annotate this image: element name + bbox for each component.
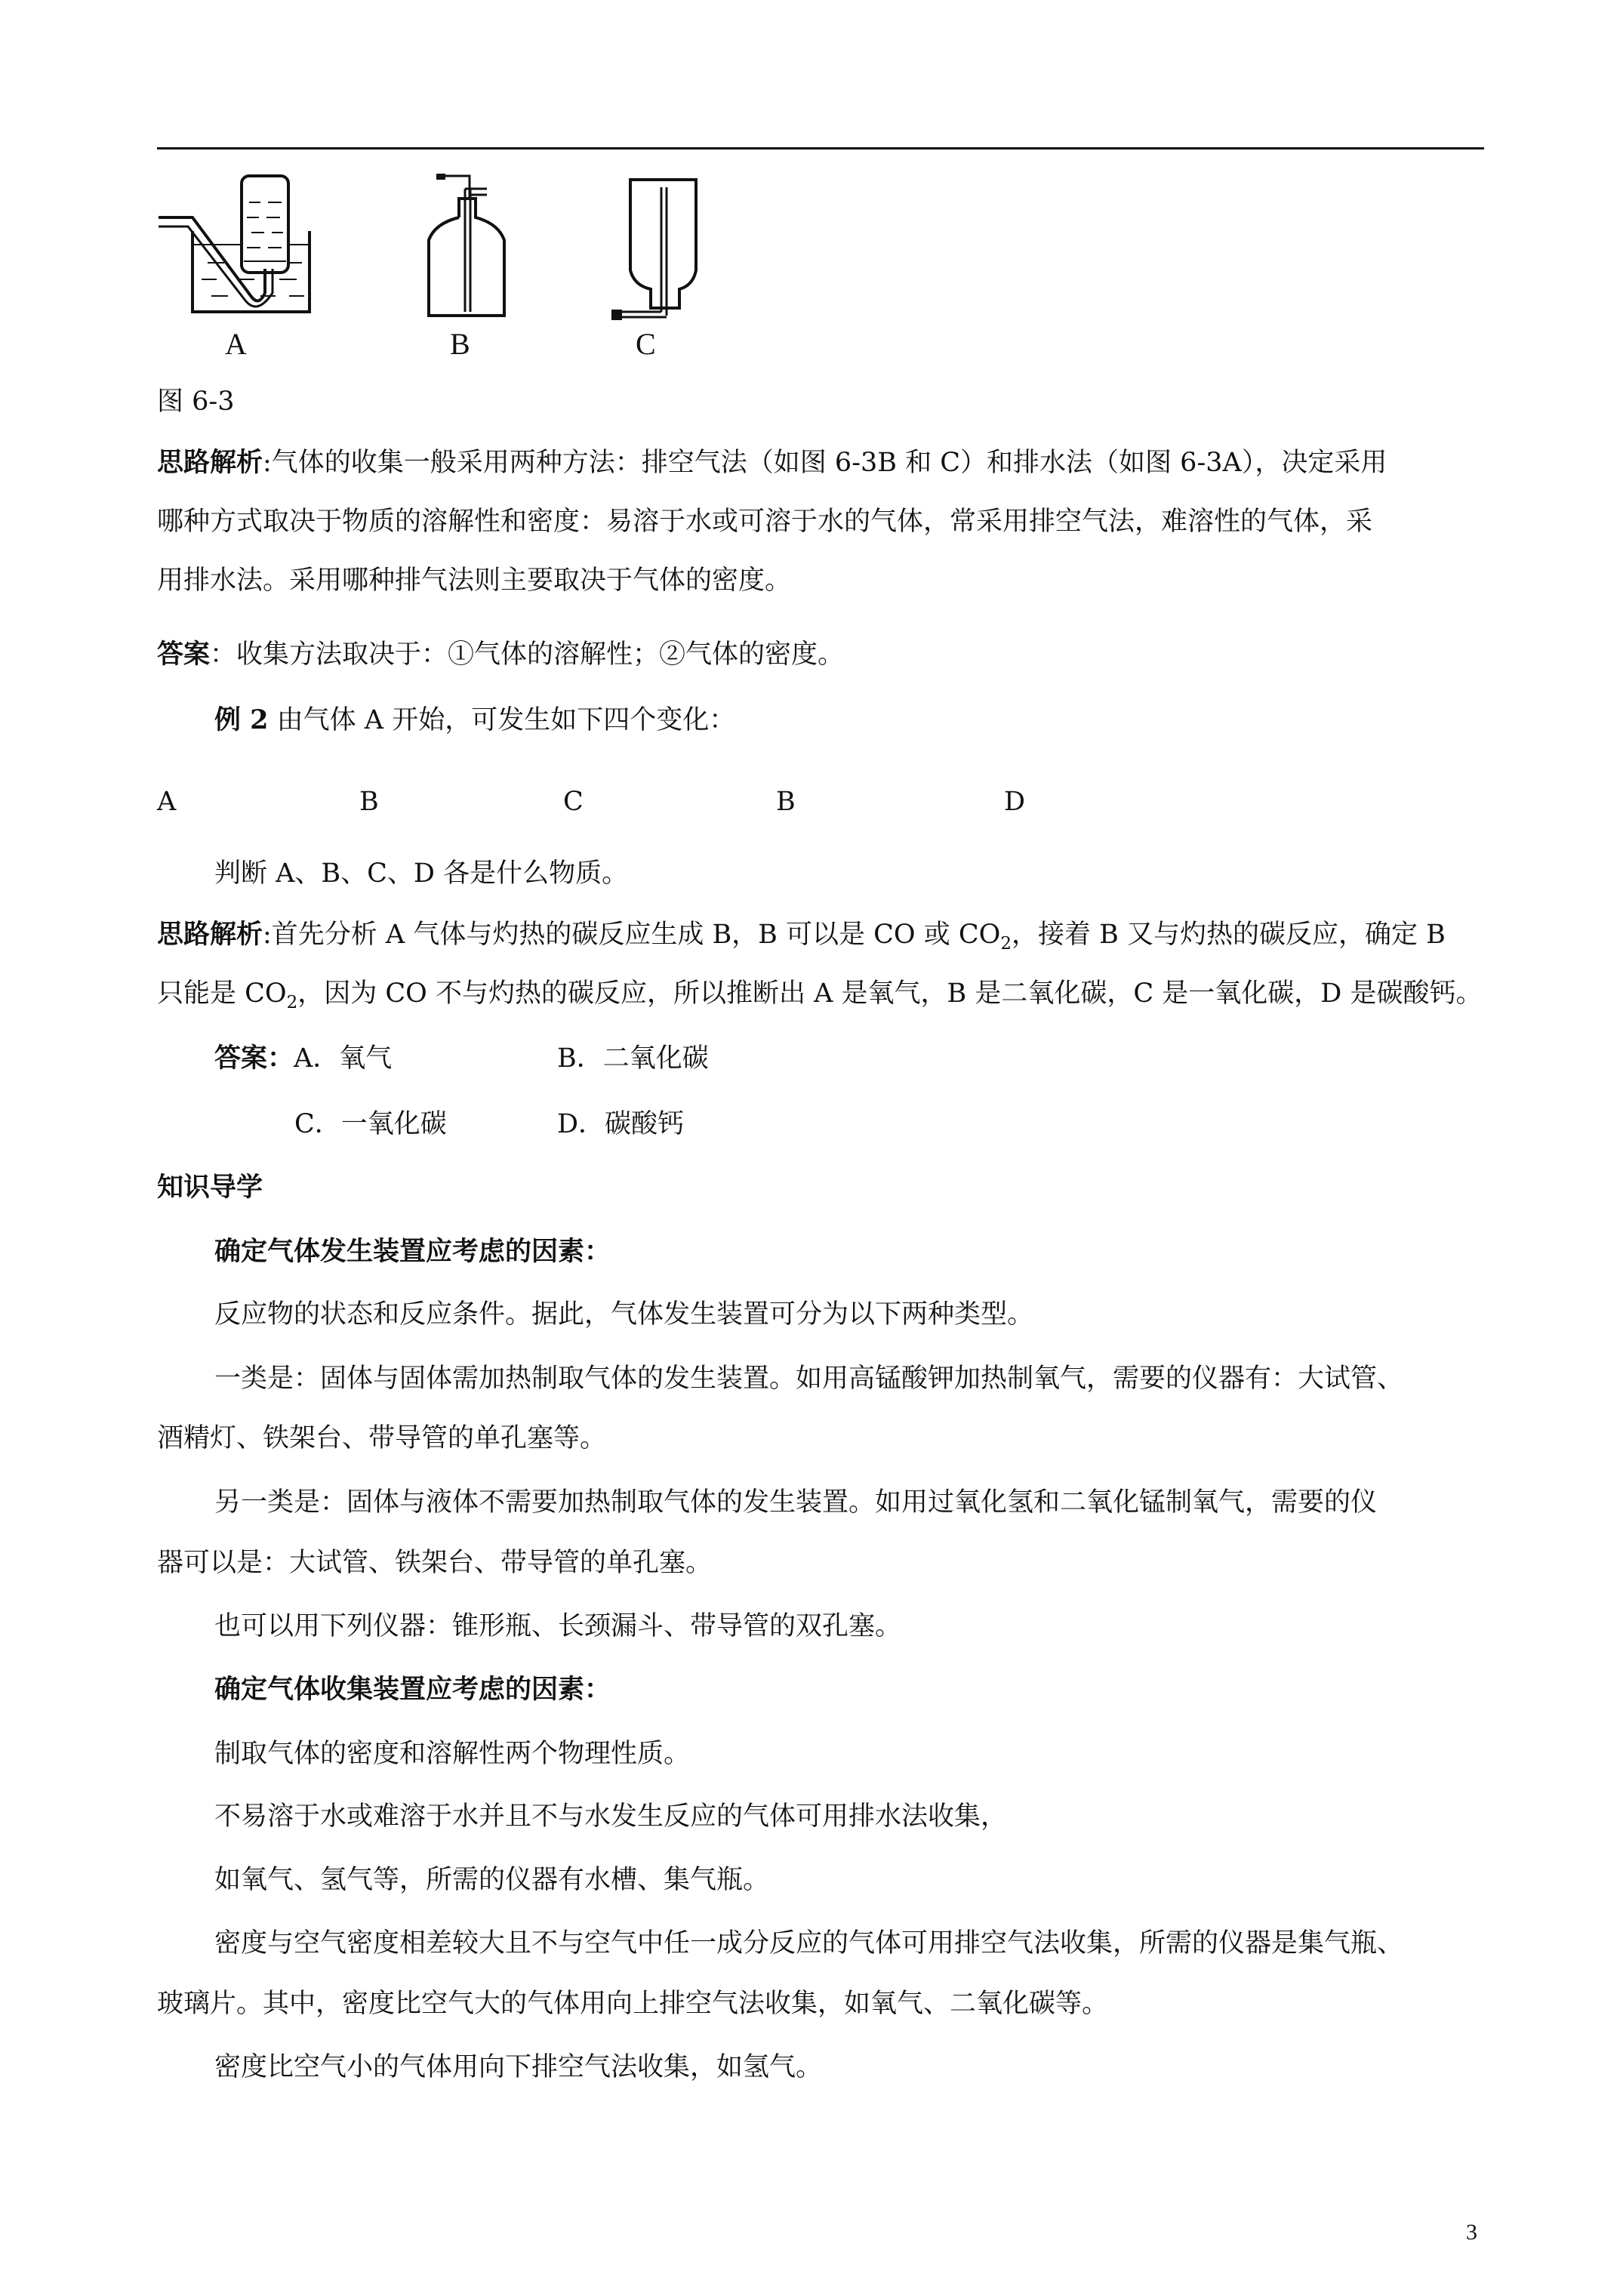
analysis-1-line-2: 哪种方式取决于物质的溶解性和密度：易溶于水或可溶于水的气体，常采用排空气法，难溶性的气体，采 bbox=[157, 507, 1373, 537]
analysis-2-line-1: 思路解析:首先分析 A 气体与灼热的碳反应生成 B，B 可以是 CO 或 $CO_2$，接着 B 又与灼热的碳反应，确定 B bbox=[157, 919, 1446, 954]
collection-line-5: 玻璃片。其中，密度比空气大的气体用向上排空气法收集，如氧气、二氧化碳等。 bbox=[157, 1989, 1109, 2019]
answer-2-row-2 bbox=[294, 1108, 1623, 1141]
chain-d: D bbox=[1004, 787, 1026, 817]
answer-2-row-1 bbox=[214, 1042, 1543, 1075]
generator-line-4: 另一类是：固体与液体不需要加热制取气体的发生装置。如用过氧化氢和二氧化锰制氧气，需要的仪 bbox=[214, 1487, 1378, 1518]
analysis-1-line-3: 用排水法。采用哪种排气法则主要取决于气体的密度。 bbox=[157, 566, 792, 596]
example-2: 例 2 由气体 A 开始，可发生如下四个变化： bbox=[214, 704, 736, 735]
answer-a: A．氧气 bbox=[294, 1043, 393, 1074]
figure-c-inverted-bottle bbox=[604, 172, 710, 323]
answer-label: 答案 bbox=[157, 639, 211, 670]
chain-a: A bbox=[157, 787, 177, 817]
generator-line-3: 酒精灯、铁架台、带导管的单孔塞等。 bbox=[157, 1423, 607, 1453]
reaction-chain bbox=[157, 785, 1486, 818]
answer-c: C．一氧化碳 bbox=[294, 1109, 447, 1139]
answer-1: 答案：收集方法取决于：①气体的溶解性；②气体的密度。 bbox=[157, 639, 845, 670]
collection-line-1: 制取气体的密度和溶解性两个物理性质。 bbox=[214, 1739, 691, 1769]
analysis-label: 思路解析 bbox=[157, 447, 263, 478]
section-title: 知识导学 bbox=[157, 1172, 263, 1203]
header-rule bbox=[157, 147, 1484, 149]
figure-label-c: C bbox=[636, 327, 656, 361]
generator-line-6: 也可以用下列仪器：锥形瓶、长颈漏斗、带导管的双孔塞。 bbox=[214, 1611, 902, 1641]
answer-d: D．碳酸钙 bbox=[557, 1109, 685, 1139]
figure-caption: 图 6-3 bbox=[157, 387, 235, 417]
example-label: 例 2 bbox=[214, 704, 269, 735]
answer-b: B．二氧化碳 bbox=[557, 1043, 709, 1074]
generator-heading: 确定气体发生装置应考虑的因素： bbox=[214, 1236, 611, 1267]
generator-line-5: 器可以是：大试管、铁架台、带导管的单孔塞。 bbox=[157, 1548, 713, 1578]
collection-line-4: 密度与空气密度相差较大且不与空气中任一成分反应的气体可用排空气法收集，所需的仪器是集气瓶、 bbox=[214, 1928, 1404, 1959]
page-number: 3 bbox=[1466, 2220, 1477, 2245]
judge-question: 判断 A、B、C、D 各是什么物质。 bbox=[214, 858, 629, 889]
analysis-label-2: 思路解析 bbox=[157, 919, 263, 950]
figure-label-a: A bbox=[225, 327, 247, 361]
generator-line-1: 反应物的状态和反应条件。据此，气体发生装置可分为以下两种类型。 bbox=[214, 1299, 1034, 1330]
chain-b-2: B bbox=[776, 787, 796, 817]
collection-heading: 确定气体收集装置应考虑的因素： bbox=[214, 1674, 611, 1705]
analysis-2-line-2: 只能是 $CO_2$，因为 CO 不与灼热的碳反应，所以推断出 A 是氧气，B 是二氧化碳，C 是一氧化碳，D 是碳酸钙。 bbox=[157, 978, 1483, 1012]
figure-b-gas-bottle bbox=[423, 172, 521, 323]
collection-line-3: 如氧气、氢气等，所需的仪器有水槽、集气瓶。 bbox=[214, 1865, 770, 1895]
figure-label-b: B bbox=[450, 327, 470, 361]
answer-2-label: 答案： bbox=[214, 1043, 294, 1074]
collection-line-2: 不易溶于水或难溶于水并且不与水发生反应的气体可用排水法收集， bbox=[214, 1801, 1008, 1832]
chain-b: B bbox=[359, 787, 379, 817]
generator-line-2: 一类是：固体与固体需加热制取气体的发生装置。如用高锰酸钾加热制氧气，需要的仪器有：大试管、 bbox=[214, 1364, 1404, 1394]
chain-c: C bbox=[563, 787, 584, 817]
analysis-1-line-1: 思路解析:气体的收集一般采用两种方法：排空气法（如图 6-3B 和 C）和排水法（如图 6-3A），决定采用 bbox=[157, 447, 1387, 478]
collection-line-6: 密度比空气小的气体用向下排空气法收集，如氢气。 bbox=[214, 2052, 823, 2082]
figure-a-water-displacement bbox=[155, 172, 321, 323]
